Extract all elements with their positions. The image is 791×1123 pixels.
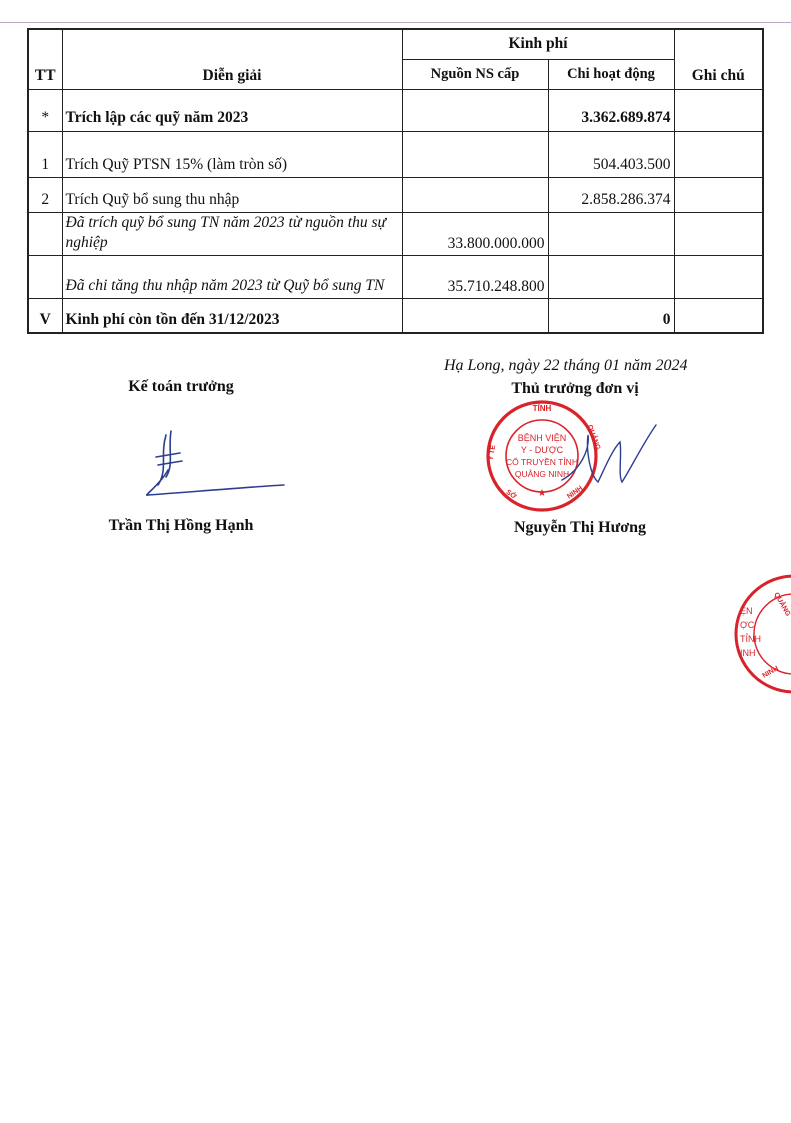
table-row: [28, 212, 763, 255]
row-tt: [28, 255, 62, 298]
row-desc: Đã chi tăng thu nhập năm 2023 từ Quỹ bổ sung TN: [62, 255, 402, 298]
left-signer-title: Kế toán trưởng: [128, 378, 234, 395]
row-chi: [548, 255, 674, 298]
row-desc: Trích lập các quỹ năm 2023: [62, 89, 402, 131]
stamp-left-arc: Y TẾ: [487, 444, 498, 461]
table-row: [28, 298, 763, 333]
place-date: Hạ Long, ngày 22 tháng 01 năm 2024: [444, 357, 688, 374]
stamp-line3: CỔ TRUYỀN TỈNH: [506, 457, 578, 467]
row-ghi: [674, 89, 763, 131]
row-chi: 0: [548, 298, 674, 333]
header-kinh-phi: Kinh phí: [402, 29, 674, 59]
partial-stamp-l3: TỈNH: [740, 634, 761, 644]
header-nguon-ns: Nguồn NS cấp: [402, 59, 548, 89]
left-signature: [138, 425, 288, 500]
header-chi-hoat-dong: Chi hoạt động: [548, 59, 674, 89]
partial-stamp: [726, 572, 791, 697]
row-ghi: [674, 131, 763, 177]
partial-stamp-l1: ỆN: [740, 606, 753, 616]
stamp-line2: Y - DƯỢC: [520, 445, 564, 455]
table-row: [28, 89, 763, 131]
row-nguon: [402, 298, 548, 333]
row-desc: Trích Quỹ bổ sung thu nhập: [62, 177, 402, 212]
header-row-1: [28, 29, 763, 59]
table-row: [28, 255, 763, 298]
row-tt: *: [28, 89, 62, 131]
row-ghi: [674, 177, 763, 212]
row-desc: Kinh phí còn tồn đến 31/12/2023: [62, 298, 402, 333]
row-chi: [548, 212, 674, 255]
page-top-line: [0, 22, 791, 23]
row-nguon: [402, 177, 548, 212]
stamp-right-arc: QUẢNG: [585, 424, 602, 451]
right-signature: [560, 420, 660, 500]
table-row: [28, 177, 763, 212]
row-ghi: [674, 298, 763, 333]
left-signer-name: Trần Thị Hồng Hạnh: [108, 517, 254, 534]
header-dien-giai: Diễn giải: [62, 29, 402, 89]
row-tt: [28, 212, 62, 255]
funds-table: [27, 28, 764, 334]
row-tt: 1: [28, 131, 62, 177]
stamp-line4: QUẢNG NINH: [514, 469, 570, 479]
row-ghi: [674, 212, 763, 255]
row-desc: Đã trích quỹ bổ sung TN năm 2023 từ nguồn thu sự nghiệp: [62, 212, 402, 255]
row-chi: 504.403.500: [548, 131, 674, 177]
partial-stamp-arc: QUẢNG: [772, 591, 791, 618]
right-signer-title: Thủ trưởng đơn vị: [511, 380, 639, 397]
stamp-star: ★: [537, 488, 547, 499]
row-chi: 2.858.286.374: [548, 177, 674, 212]
row-tt: V: [28, 298, 62, 333]
partial-stamp-l4: INH: [740, 648, 756, 658]
row-ghi: [674, 255, 763, 298]
row-nguon: [402, 89, 548, 131]
partial-stamp-arc2: NINH: [761, 665, 780, 680]
partial-stamp-l2: ỢC: [740, 620, 755, 630]
row-nguon: [402, 131, 548, 177]
table-row: [28, 131, 763, 177]
row-chi: 3.362.689.874: [548, 89, 674, 131]
stamp-bottom-arc: SỞ: [504, 488, 518, 501]
header-tt: TT: [28, 29, 62, 89]
row-nguon: 33.800.000.000: [402, 212, 548, 255]
stamp-top-arc: TỈNH: [532, 404, 552, 413]
right-signer-name: Nguyễn Thị Hương: [514, 519, 646, 536]
stamp-bottom-right-arc: NINH: [566, 484, 585, 501]
stamp-line1: BỆNH VIỆN: [517, 433, 567, 443]
row-nguon: 35.710.248.800: [402, 255, 548, 298]
row-tt: 2: [28, 177, 62, 212]
header-ghi-chu: Ghi chú: [674, 29, 763, 89]
row-desc: Trích Quỹ PTSN 15% (làm tròn số): [62, 131, 402, 177]
